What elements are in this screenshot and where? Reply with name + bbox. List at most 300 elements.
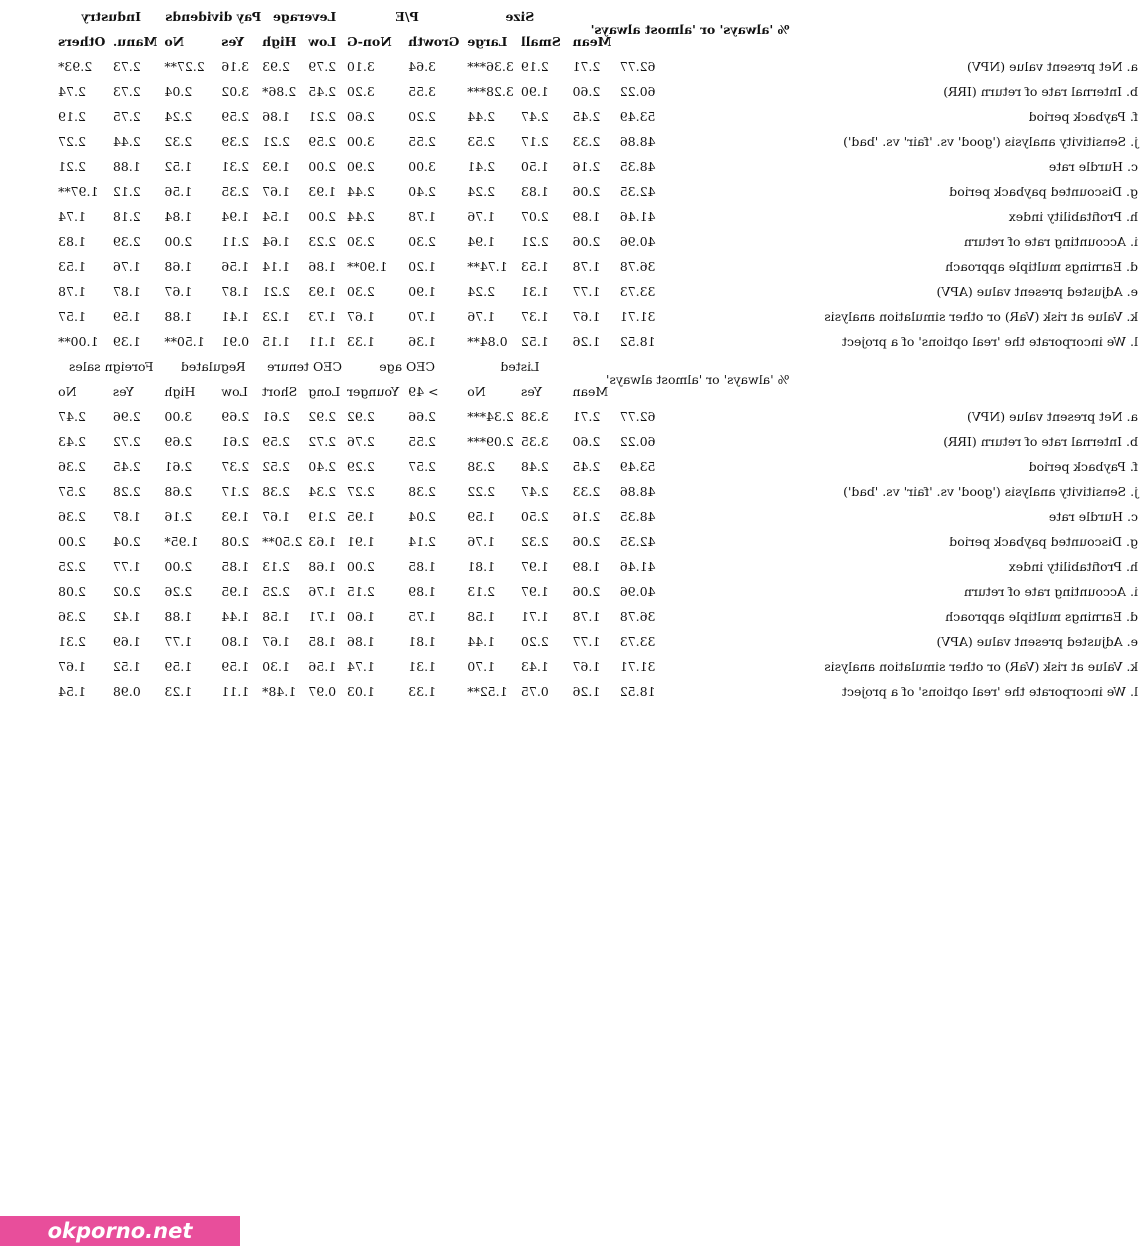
mean-cell: 1.26	[572, 684, 601, 699]
value-cell: 1.59	[164, 659, 193, 674]
value-cell: 1.93	[308, 184, 337, 199]
pct-cell: 62.77	[619, 59, 656, 74]
value-cell: 1.41	[221, 309, 250, 324]
value-cell: 2.17	[520, 134, 549, 149]
value-cell: 2.08	[58, 584, 86, 599]
table-row	[0, 54, 1146, 79]
mean-cell: 2.16	[572, 509, 601, 524]
sub-header: Growth	[408, 34, 460, 49]
value-cell: 2.30	[408, 234, 437, 249]
pct-header: % 'always' or 'almost always'	[590, 21, 790, 37]
value-cell: 2.19	[520, 59, 549, 74]
value-cell: 2.68	[164, 484, 193, 499]
value-cell: 2.96	[112, 409, 141, 424]
value-cell: 2.86*	[262, 84, 297, 99]
value-cell: 2.29	[346, 459, 375, 474]
value-cell: 2.20	[408, 109, 437, 124]
corner-cell	[789, 354, 1146, 404]
value-cell: 1.88	[164, 309, 193, 324]
value-cell: 1.74	[346, 659, 375, 674]
corner-cell	[789, 4, 1146, 54]
value-cell: 2.44	[112, 134, 141, 149]
group-header-row	[0, 354, 1146, 379]
value-cell: 1.77	[112, 559, 141, 574]
value-cell: 2.38	[467, 459, 496, 474]
value-cell: 2.72	[112, 434, 141, 449]
value-cell: 1.48*	[262, 684, 297, 699]
value-cell: 2.75	[112, 109, 141, 124]
value-cell: 3.10	[346, 59, 375, 74]
pct-cell: 40.96	[619, 234, 656, 249]
value-cell: 2.00	[164, 559, 193, 574]
value-cell: 2.37	[221, 459, 250, 474]
row-label: k. Value at risk (VaR) or other simulation analysis	[824, 659, 1138, 674]
value-cell: 3.64	[408, 59, 437, 74]
value-cell: 2.61	[221, 434, 250, 449]
pct-cell: 40.96	[619, 584, 656, 599]
value-cell: 1.54	[58, 684, 86, 699]
group-header: CEO tenure	[267, 359, 342, 374]
value-cell: 2.69	[221, 409, 250, 424]
sub-header: Short	[262, 384, 298, 399]
value-cell: 2.28	[112, 484, 141, 499]
value-cell: 2.04	[164, 84, 193, 99]
sub-header: Low	[221, 384, 248, 399]
table-row	[0, 204, 1146, 229]
value-cell: 1.68	[164, 259, 193, 274]
value-cell: 2.40	[408, 184, 437, 199]
value-cell: 1.86	[262, 109, 290, 124]
value-cell: 2.50**	[262, 534, 303, 549]
value-cell: 2.57	[408, 459, 437, 474]
value-cell: 1.77	[164, 634, 193, 649]
value-cell: 2.66	[408, 409, 437, 424]
row-label: b. Internal rate of return (IRR)	[943, 434, 1138, 449]
value-cell: 2.32	[164, 134, 193, 149]
value-cell: 2.17	[221, 484, 250, 499]
value-cell: 3.00	[408, 159, 437, 174]
value-cell: 1.90	[520, 84, 549, 99]
value-cell: 2.27**	[164, 59, 205, 74]
value-cell: 1.56	[308, 659, 337, 674]
value-cell: 1.43	[520, 659, 549, 674]
value-cell: 2.08	[221, 534, 250, 549]
value-cell: 2.79	[308, 59, 337, 74]
table-row	[0, 579, 1146, 604]
value-cell: 2.21	[520, 234, 549, 249]
pct-cell: 18.52	[619, 334, 656, 349]
row-label: f. Payback period	[1028, 109, 1138, 124]
value-cell: 1.14	[262, 259, 290, 274]
table-row	[0, 404, 1146, 429]
mean-cell: 1.78	[572, 609, 601, 624]
value-cell: 2.60	[346, 109, 375, 124]
value-cell: 1.83	[520, 184, 549, 199]
value-cell: 1.76	[308, 584, 337, 599]
value-cell: 1.52**	[467, 684, 508, 699]
row-label: d. Earnings multiple approach	[945, 259, 1138, 274]
pct-cell: 62.77	[619, 409, 656, 424]
value-cell: 0.75	[520, 684, 549, 699]
sub-header: Others	[58, 34, 106, 49]
table-row	[0, 304, 1146, 329]
mean-cell: 2.71	[572, 409, 601, 424]
row-label: g. Discounted payback period	[949, 534, 1138, 549]
mean-header: Mean	[572, 34, 612, 49]
mean-cell: 2.06	[572, 584, 601, 599]
value-cell: 1.67	[58, 659, 86, 674]
value-cell: 2.36	[58, 509, 86, 524]
value-cell: 0.98	[112, 684, 141, 699]
value-cell: 2.38	[408, 484, 437, 499]
value-cell: 0.84**	[467, 334, 508, 349]
value-cell: 2.30	[346, 234, 375, 249]
value-cell: 2.00	[58, 534, 86, 549]
value-cell: 2.02	[112, 584, 141, 599]
value-cell: 1.67	[262, 184, 290, 199]
value-cell: 1.80	[221, 634, 250, 649]
value-cell: 1.93	[308, 284, 337, 299]
pct-cell: 36.78	[619, 259, 656, 274]
group-header: Pay dividends	[165, 9, 262, 24]
group-header: Industry	[81, 9, 141, 24]
value-cell: 1.90	[408, 284, 437, 299]
value-cell: 2.45	[112, 459, 141, 474]
value-cell: 2.73	[112, 84, 141, 99]
sub-header: Yes	[112, 384, 134, 399]
value-cell: 2.50	[520, 509, 549, 524]
value-cell: 1.11	[308, 334, 337, 349]
mean-cell: 1.77	[572, 634, 601, 649]
pct-cell: 31.71	[619, 659, 656, 674]
value-cell: 2.21	[262, 284, 290, 299]
value-cell: 1.83	[58, 234, 86, 249]
row-label: j. Sensitivity analysis ('good' vs. 'fair' vs. 'bad')	[843, 134, 1138, 149]
value-cell: 2.38	[262, 484, 290, 499]
sub-header: > 49	[408, 384, 439, 399]
value-cell: 1.59	[467, 509, 496, 524]
mean-cell: 2.71	[572, 59, 601, 74]
value-cell: 2.21	[58, 159, 86, 174]
group-header: P/E	[395, 9, 419, 24]
value-cell: 2.31	[58, 634, 86, 649]
pct-cell: 33.73	[619, 284, 656, 299]
value-cell: 2.47	[58, 409, 86, 424]
table-row	[0, 129, 1146, 154]
value-cell: 1.33	[346, 334, 375, 349]
value-cell: 2.39	[112, 234, 141, 249]
mean-cell: 2.33	[572, 484, 601, 499]
value-cell: 1.52	[520, 334, 549, 349]
mean-cell: 2.33	[572, 134, 601, 149]
value-cell: 1.56	[221, 259, 250, 274]
value-cell: 2.34	[308, 484, 337, 499]
value-cell: 1.85	[221, 559, 250, 574]
pct-cell: 41.46	[619, 209, 656, 224]
table-row	[0, 454, 1146, 479]
mean-cell: 1.67	[572, 309, 601, 324]
table-row	[0, 604, 1146, 629]
value-cell: 1.81	[467, 559, 496, 574]
table-panel-1	[0, 4, 1146, 354]
row-label: a. Net present value (NPV)	[966, 59, 1138, 74]
value-cell: 2.00	[346, 559, 375, 574]
value-cell: 2.57	[58, 484, 86, 499]
group-header: Size	[505, 9, 535, 24]
value-cell: 2.43	[58, 434, 86, 449]
value-cell: 2.69	[164, 434, 193, 449]
value-cell: 1.81	[408, 634, 437, 649]
value-cell: 1.91	[346, 534, 375, 549]
value-cell: 2.21	[308, 109, 337, 124]
value-cell: 2.27	[346, 484, 375, 499]
value-cell: 1.11	[221, 684, 250, 699]
value-cell: 1.95	[221, 584, 250, 599]
value-cell: 2.00	[308, 159, 337, 174]
pct-cell: 31.71	[619, 309, 656, 324]
value-cell: 2.53	[467, 134, 496, 149]
value-cell: 2.23	[308, 234, 337, 249]
table-row	[0, 329, 1146, 354]
pct-cell: 41.46	[619, 559, 656, 574]
sub-header: High	[164, 384, 196, 399]
value-cell: 1.44	[221, 609, 250, 624]
mean-cell: 1.67	[572, 659, 601, 674]
value-cell: 1.00**	[58, 334, 99, 349]
value-cell: 1.95	[346, 509, 375, 524]
value-cell: 2.61	[262, 409, 290, 424]
row-label: i. Accounting rate of return	[963, 234, 1138, 249]
mean-cell: 1.26	[572, 334, 601, 349]
pct-header: % 'always' or 'almost always'	[605, 371, 790, 387]
value-cell: 1.87	[112, 284, 141, 299]
group-header: Regulated	[180, 359, 246, 374]
row-label: k. Value at risk (VaR) or other simulation analysis	[824, 309, 1138, 324]
value-cell: 3.35	[520, 434, 549, 449]
value-cell: 1.37	[520, 309, 549, 324]
table-row	[0, 154, 1146, 179]
value-cell: 1.70	[408, 309, 437, 324]
pct-cell: 33.73	[619, 634, 656, 649]
pct-cell: 60.22	[619, 84, 656, 99]
value-cell: 2.74	[58, 84, 86, 99]
pct-cell: 48.35	[619, 509, 656, 524]
value-cell: 1.97**	[58, 184, 99, 199]
table-panel-2	[0, 354, 1146, 704]
pct-cell: 48.35	[619, 159, 656, 174]
pct-cell: 60.22	[619, 434, 656, 449]
value-cell: 1.70	[467, 659, 496, 674]
value-cell: 1.69	[112, 634, 141, 649]
value-cell: 1.33	[408, 684, 437, 699]
value-cell: 2.15	[346, 584, 375, 599]
pct-cell: 48.86	[619, 484, 656, 499]
row-label: b. Internal rate of return (IRR)	[943, 84, 1138, 99]
row-label: c. Hurdle rate	[1048, 159, 1138, 174]
value-cell: 1.39	[112, 334, 141, 349]
table-row	[0, 529, 1146, 554]
value-cell: 2.36	[58, 609, 86, 624]
row-label: e. Adjusted present value (APV)	[936, 634, 1138, 649]
group-header: Listed	[500, 359, 540, 374]
value-cell: 2.04	[112, 534, 141, 549]
pct-cell: 36.78	[619, 609, 656, 624]
value-cell: 1.78	[58, 284, 86, 299]
value-cell: 0.97	[308, 684, 337, 699]
mean-cell: 2.60	[572, 434, 601, 449]
value-cell: 1.50	[520, 159, 549, 174]
value-cell: 1.93	[262, 159, 290, 174]
row-label: i. Accounting rate of return	[963, 584, 1138, 599]
value-cell: 2.32	[520, 534, 549, 549]
table-row	[0, 104, 1146, 129]
value-cell: 1.58	[467, 609, 496, 624]
value-cell: 2.73	[112, 59, 141, 74]
value-cell: 3.02	[221, 84, 250, 99]
value-cell: 1.53	[520, 259, 549, 274]
value-cell: 2.34***	[467, 409, 514, 424]
group-header: Foreign sales	[68, 359, 154, 374]
value-cell: 1.97	[520, 559, 549, 574]
value-cell: 1.71	[520, 609, 549, 624]
value-cell: 2.44	[467, 109, 496, 124]
table-row	[0, 504, 1146, 529]
mean-cell: 1.77	[572, 284, 601, 299]
value-cell: 2.93	[262, 59, 290, 74]
value-cell: 2.00	[164, 234, 193, 249]
value-cell: 1.63	[308, 534, 337, 549]
value-cell: 2.39	[221, 134, 250, 149]
table-row	[0, 229, 1146, 254]
mean-cell: 2.45	[572, 459, 601, 474]
value-cell: 1.58	[262, 609, 290, 624]
value-cell: 1.86	[346, 634, 375, 649]
row-label: d. Earnings multiple approach	[945, 609, 1138, 624]
value-cell: 1.84	[164, 209, 193, 224]
row-label: h. Profitability index	[1008, 209, 1138, 224]
value-cell: 2.44	[346, 209, 375, 224]
value-cell: 2.48	[520, 459, 549, 474]
row-label: e. Adjusted present value (APV)	[936, 284, 1138, 299]
value-cell: 2.04	[408, 509, 437, 524]
mean-cell: 1.89	[572, 559, 601, 574]
value-cell: 2.09***	[467, 434, 514, 449]
value-cell: 2.92	[346, 409, 375, 424]
value-cell: 1.20	[408, 259, 437, 274]
value-cell: 3.36***	[467, 59, 514, 74]
value-cell: 1.03	[346, 684, 375, 699]
value-cell: 2.52	[262, 459, 290, 474]
value-cell: 2.41	[467, 159, 496, 174]
value-cell: 1.85	[308, 634, 337, 649]
value-cell: 1.59	[112, 309, 141, 324]
group-header-row	[0, 4, 1146, 29]
value-cell: 2.24	[467, 184, 496, 199]
value-cell: 2.59	[262, 434, 290, 449]
value-cell: 2.76	[346, 434, 375, 449]
sub-header: Yes	[221, 34, 245, 49]
value-cell: 2.21	[262, 134, 290, 149]
value-cell: 2.40	[308, 459, 337, 474]
value-cell: 1.68	[308, 559, 337, 574]
mean-cell: 1.89	[572, 209, 601, 224]
value-cell: 1.93	[221, 509, 250, 524]
value-cell: 1.64	[262, 234, 290, 249]
value-cell: 1.23	[262, 309, 290, 324]
value-cell: 1.94	[467, 234, 496, 249]
value-cell: 2.59	[221, 109, 250, 124]
value-cell: 3.16	[221, 59, 250, 74]
value-cell: 1.76	[467, 309, 496, 324]
row-label: j. Sensitivity analysis ('good' vs. 'fair' vs. 'bad')	[843, 484, 1138, 499]
value-cell: 1.95*	[164, 534, 199, 549]
mean-cell: 2.06	[572, 534, 601, 549]
row-label: f. Payback period	[1028, 459, 1138, 474]
value-cell: 1.59	[221, 659, 250, 674]
value-cell: 2.93*	[58, 59, 93, 74]
value-cell: 1.87	[221, 284, 250, 299]
value-cell: 1.15	[262, 334, 290, 349]
value-cell: 2.31	[221, 159, 250, 174]
table-row	[0, 79, 1146, 104]
value-cell: 2.44	[346, 184, 375, 199]
value-cell: 2.13	[262, 559, 290, 574]
value-cell: 1.94	[221, 209, 250, 224]
mean-cell: 1.78	[572, 259, 601, 274]
value-cell: 2.36	[58, 459, 86, 474]
value-cell: 1.50**	[164, 334, 205, 349]
sub-header: Manu.	[112, 34, 158, 49]
value-cell: 2.11	[221, 234, 250, 249]
value-cell: 1.31	[520, 284, 549, 299]
value-cell: 1.75	[408, 609, 437, 624]
sub-header: Large	[467, 34, 508, 49]
value-cell: 1.78	[408, 209, 437, 224]
value-cell: 2.22	[467, 484, 496, 499]
value-cell: 2.47	[520, 484, 549, 499]
value-cell: 1.67	[262, 634, 290, 649]
sub-header: Small	[520, 34, 561, 49]
mean-cell: 2.45	[572, 109, 601, 124]
mean-cell: 2.60	[572, 84, 601, 99]
table-row	[0, 479, 1146, 504]
value-cell: 1.67	[164, 284, 193, 299]
value-cell: 1.76	[467, 534, 496, 549]
sub-header: No	[467, 384, 486, 399]
value-cell: 2.92	[308, 409, 337, 424]
value-cell: 2.25	[262, 584, 290, 599]
row-label: l. We incorporate the 'real options' of a project	[841, 684, 1138, 699]
value-cell: 1.67	[262, 509, 290, 524]
pct-cell: 42.35	[619, 184, 656, 199]
row-label: h. Profitability index	[1008, 559, 1138, 574]
value-cell: 1.76	[467, 209, 496, 224]
value-cell: 1.85	[408, 559, 437, 574]
value-cell: 1.73	[308, 309, 337, 324]
value-cell: 1.57	[58, 309, 86, 324]
value-cell: 2.61	[164, 459, 193, 474]
value-cell: 2.27	[58, 134, 86, 149]
sub-header: Yes	[520, 384, 542, 399]
table-row	[0, 679, 1146, 704]
table-row	[0, 279, 1146, 304]
value-cell: 2.12	[112, 184, 141, 199]
value-cell: 2.20	[520, 634, 549, 649]
value-cell: 1.97	[520, 584, 549, 599]
group-header: Leverage	[272, 9, 337, 24]
value-cell: 2.19	[308, 509, 337, 524]
value-cell: 1.30	[262, 659, 290, 674]
